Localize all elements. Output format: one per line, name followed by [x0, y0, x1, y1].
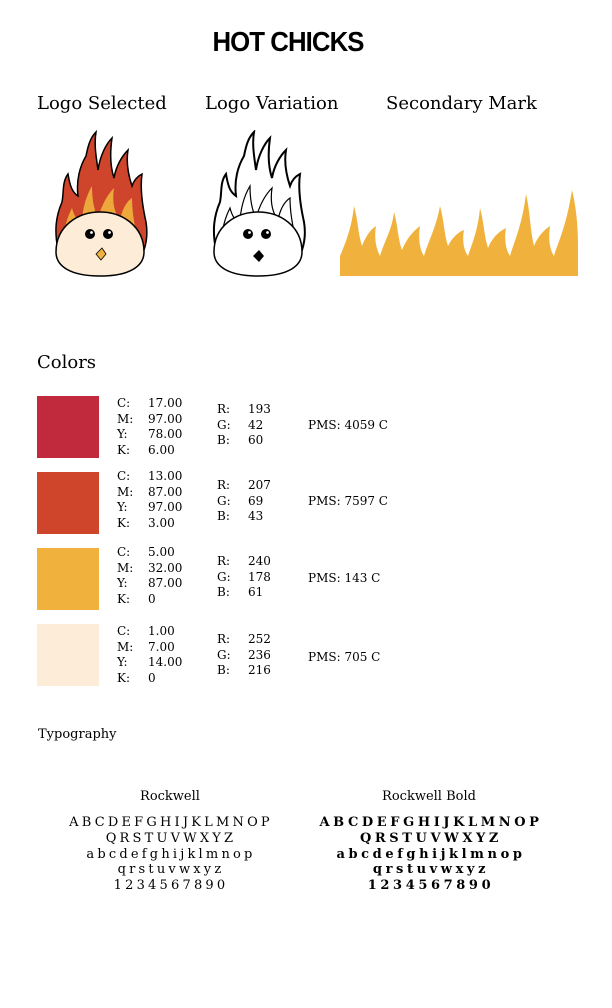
cmyk-value: 97.00	[148, 500, 183, 515]
rgb-channel: R:	[217, 478, 231, 492]
rgb-row	[217, 509, 271, 525]
color-swatch	[37, 548, 99, 610]
color-swatch	[37, 396, 99, 458]
rgb-value: 240	[248, 554, 271, 568]
font-name-regular: Rockwell	[140, 789, 200, 804]
rgb-row	[217, 648, 271, 664]
cmyk-channel: C:	[117, 545, 131, 559]
cmyk-channel: Y:	[117, 500, 128, 515]
rgb-value: 207	[248, 478, 271, 492]
cmyk-values	[117, 469, 182, 531]
cmyk-row	[117, 561, 182, 577]
cmyk-value: 5.00	[148, 545, 175, 559]
cmyk-value: 17.00	[148, 396, 183, 410]
rgb-row	[217, 494, 271, 510]
flame-secondary-mark	[340, 186, 580, 278]
colors-heading: Colors	[37, 352, 97, 373]
cmyk-value: 87.00	[148, 576, 183, 591]
cmyk-value: 87.00	[148, 484, 183, 499]
cmyk-channel: K:	[117, 591, 131, 606]
font-specimen-bold	[301, 815, 561, 894]
pms-value: PMS: 705 C	[308, 650, 381, 664]
rgb-value: 69	[248, 493, 264, 508]
rgb-channel: B:	[217, 433, 230, 448]
pms-value: PMS: 4059 C	[308, 418, 388, 432]
rgb-channel: G:	[217, 493, 231, 508]
page-title: HOT CHICKS	[212, 26, 364, 57]
rgb-values	[217, 478, 271, 525]
logo-variation-label: Logo Variation	[205, 93, 339, 114]
rgb-row	[217, 478, 271, 494]
rgb-values	[217, 632, 271, 679]
cmyk-values	[117, 396, 182, 458]
rgb-value: 236	[248, 647, 271, 662]
color-swatch	[37, 472, 99, 534]
rgb-channel: B:	[217, 663, 230, 678]
specimen-line: qrstuvwxyz	[372, 862, 490, 878]
specimen-line: 1234567890	[367, 878, 495, 894]
specimen-line: ABCDEFGHIJKLMNOP	[319, 815, 543, 830]
cmyk-row	[117, 500, 182, 516]
cmyk-row	[117, 396, 182, 412]
cmyk-row	[117, 624, 182, 640]
specimen-line: qrstuvwxyz	[117, 862, 225, 878]
pms-value: PMS: 7597 C	[308, 494, 388, 508]
cmyk-value: 3.00	[148, 515, 175, 530]
rgb-channel: R:	[217, 402, 231, 416]
cmyk-value: 32.00	[148, 560, 183, 575]
specimen-line: abcdefghijklmnop	[86, 846, 256, 862]
cmyk-row	[117, 545, 182, 561]
logo-selected-label: Logo Selected	[37, 93, 167, 114]
rgb-value: 60	[248, 433, 264, 448]
cmyk-channel: C:	[117, 624, 131, 638]
cmyk-value: 6.00	[148, 442, 175, 457]
rgb-values	[217, 402, 271, 449]
cmyk-channel: C:	[117, 396, 131, 410]
pms-value: PMS: 143 C	[308, 571, 381, 585]
cmyk-channel: K:	[117, 670, 131, 685]
rgb-row	[217, 554, 271, 570]
font-specimen-regular	[41, 815, 301, 894]
rgb-value: 252	[248, 632, 271, 646]
cmyk-channel: M:	[117, 560, 134, 575]
rgb-value: 42	[248, 417, 264, 432]
cmyk-values	[117, 624, 182, 686]
rgb-row	[217, 663, 271, 679]
rgb-row	[217, 632, 271, 648]
rgb-channel: B:	[217, 585, 230, 600]
cmyk-value: 13.00	[148, 469, 183, 483]
font-name-bold: Rockwell Bold	[382, 789, 476, 804]
cmyk-row	[117, 427, 182, 443]
secondary-mark-label: Secondary Mark	[386, 93, 537, 114]
cmyk-value: 0	[148, 670, 156, 685]
rgb-value: 216	[248, 663, 271, 678]
cmyk-value: 78.00	[148, 427, 183, 442]
cmyk-value: 14.00	[148, 655, 183, 670]
specimen-line: QRSTUVWXYZ	[105, 830, 237, 846]
rgb-row	[217, 402, 271, 418]
rgb-channel: R:	[217, 554, 231, 568]
cmyk-channel: M:	[117, 411, 134, 426]
rgb-channel: R:	[217, 632, 231, 646]
rgb-channel: G:	[217, 569, 231, 584]
cmyk-values	[117, 545, 182, 607]
cmyk-channel: M:	[117, 484, 134, 499]
chick-logo-outline	[208, 130, 308, 282]
cmyk-value: 7.00	[148, 639, 175, 654]
cmyk-row	[117, 655, 182, 671]
cmyk-channel: K:	[117, 515, 131, 530]
cmyk-channel: Y:	[117, 576, 128, 591]
cmyk-row	[117, 443, 182, 459]
cmyk-row	[117, 412, 182, 428]
cmyk-value: 97.00	[148, 411, 183, 426]
rgb-channel: G:	[217, 417, 231, 432]
rgb-values	[217, 554, 271, 601]
cmyk-row	[117, 592, 182, 608]
rgb-channel: B:	[217, 509, 230, 524]
cmyk-row	[117, 469, 182, 485]
specimen-line: QRSTUVWXYZ	[359, 830, 503, 846]
cmyk-row	[117, 516, 182, 532]
rgb-value: 61	[248, 585, 264, 600]
chick-logo-color	[50, 130, 150, 282]
cmyk-channel: Y:	[117, 427, 128, 442]
cmyk-channel: C:	[117, 469, 131, 483]
rgb-row	[217, 570, 271, 586]
typography-heading: Typography	[38, 727, 117, 742]
cmyk-row	[117, 485, 182, 501]
cmyk-channel: K:	[117, 442, 131, 457]
rgb-row	[217, 433, 271, 449]
rgb-row	[217, 418, 271, 434]
rgb-value: 43	[248, 509, 264, 524]
cmyk-row	[117, 576, 182, 592]
rgb-value: 193	[248, 402, 271, 416]
rgb-value: 178	[248, 569, 271, 584]
cmyk-row	[117, 671, 182, 687]
cmyk-channel: Y:	[117, 655, 128, 670]
rgb-row	[217, 585, 271, 601]
rgb-channel: G:	[217, 647, 231, 662]
specimen-line: abcdefghijklmnop	[336, 846, 526, 862]
cmyk-value: 1.00	[148, 624, 175, 638]
cmyk-channel: M:	[117, 639, 134, 654]
specimen-line: 1234567890	[113, 878, 229, 894]
specimen-line: ABCDEFGHIJKLMNOP	[69, 815, 273, 830]
color-swatch	[37, 624, 99, 686]
cmyk-row	[117, 640, 182, 656]
cmyk-value: 0	[148, 591, 156, 606]
